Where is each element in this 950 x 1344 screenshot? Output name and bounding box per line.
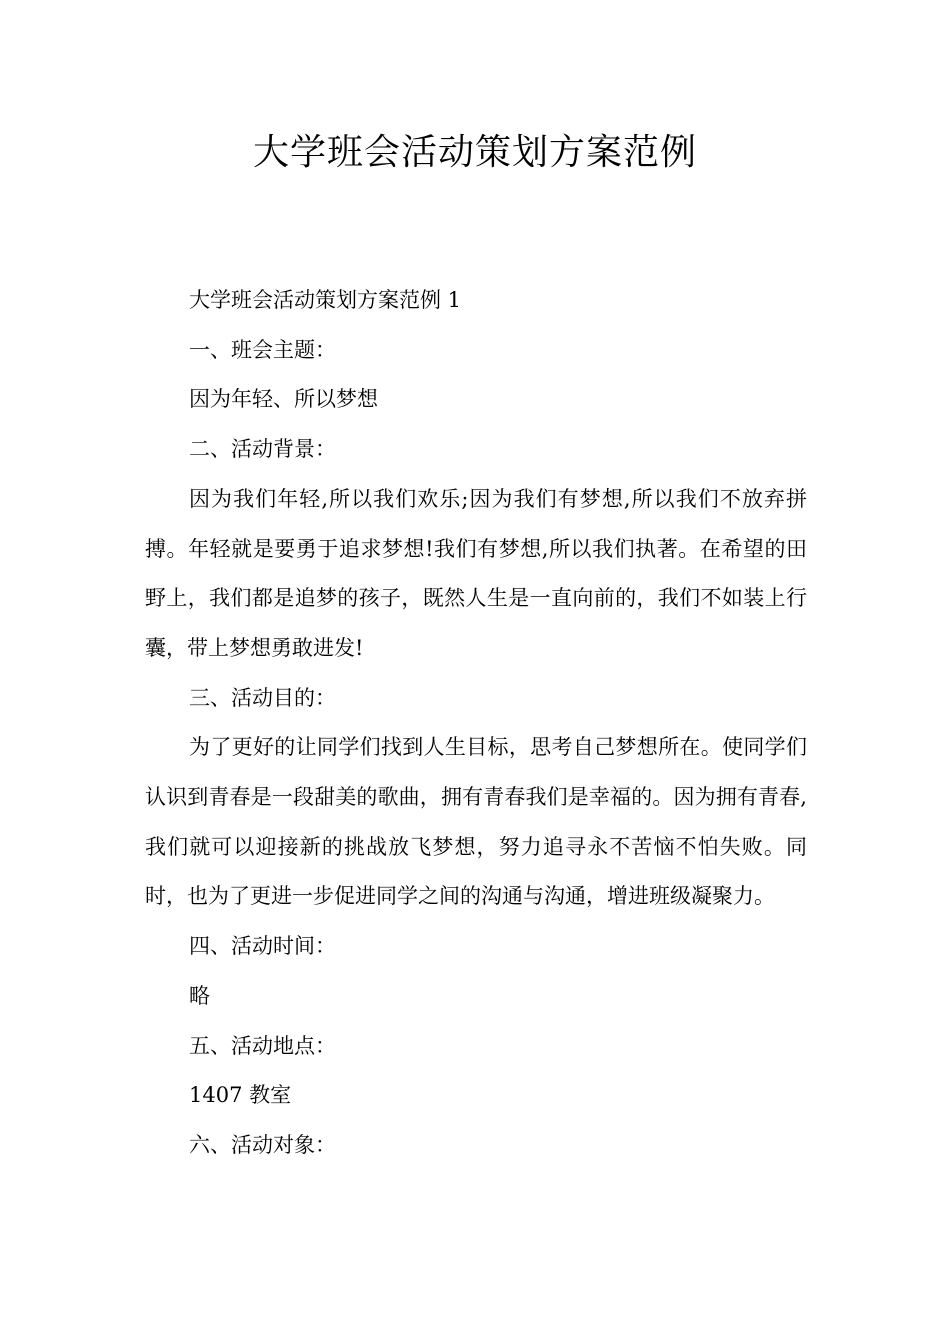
section-heading-audience: 六、活动对象： <box>189 1132 336 1157</box>
document-body <box>145 276 807 1171</box>
section-heading-purpose: 三、活动目的： <box>189 685 336 710</box>
document-title: 大学班会活动策划方案范例 <box>252 132 697 173</box>
section-text-time: 略 <box>189 983 210 1008</box>
document-subtitle: 大学班会活动策划方案范例 1 <box>189 288 462 312</box>
section-heading-theme: 一、班会主题： <box>189 337 336 362</box>
section-heading-background: 二、活动背景： <box>189 437 336 462</box>
section-text-background: 因为我们年轻,所以我们欢乐;因为我们有梦想,所以我们不放弃拼搏。年轻就是要勇于追求梦想!我们有梦想,所以我们执著。在希望的田野上，我们都是追梦的孩子，既然人生是一直向前的，我们不如装上行囊，带上梦想勇敢进发! <box>145 486 807 660</box>
section-text-purpose: 为了更好的让同学们找到人生目标，思考自己梦想所在。使同学们认识到青春是一段甜美的歌曲，拥有青春我们是幸福的。因为拥有青春,我们就可以迎接新的挑战放飞梦想，努力追寻永不苦恼不怕失败。同时，也为了更进一步促进同学之间的沟通与沟通，增进班级凝聚力。 <box>145 735 807 909</box>
section-heading-location: 五、活动地点： <box>189 1033 336 1058</box>
section-heading-time: 四、活动时间： <box>189 934 336 959</box>
section-text-location: 1407 教室 <box>189 1083 292 1108</box>
section-text-theme: 因为年轻、所以梦想 <box>189 387 378 412</box>
